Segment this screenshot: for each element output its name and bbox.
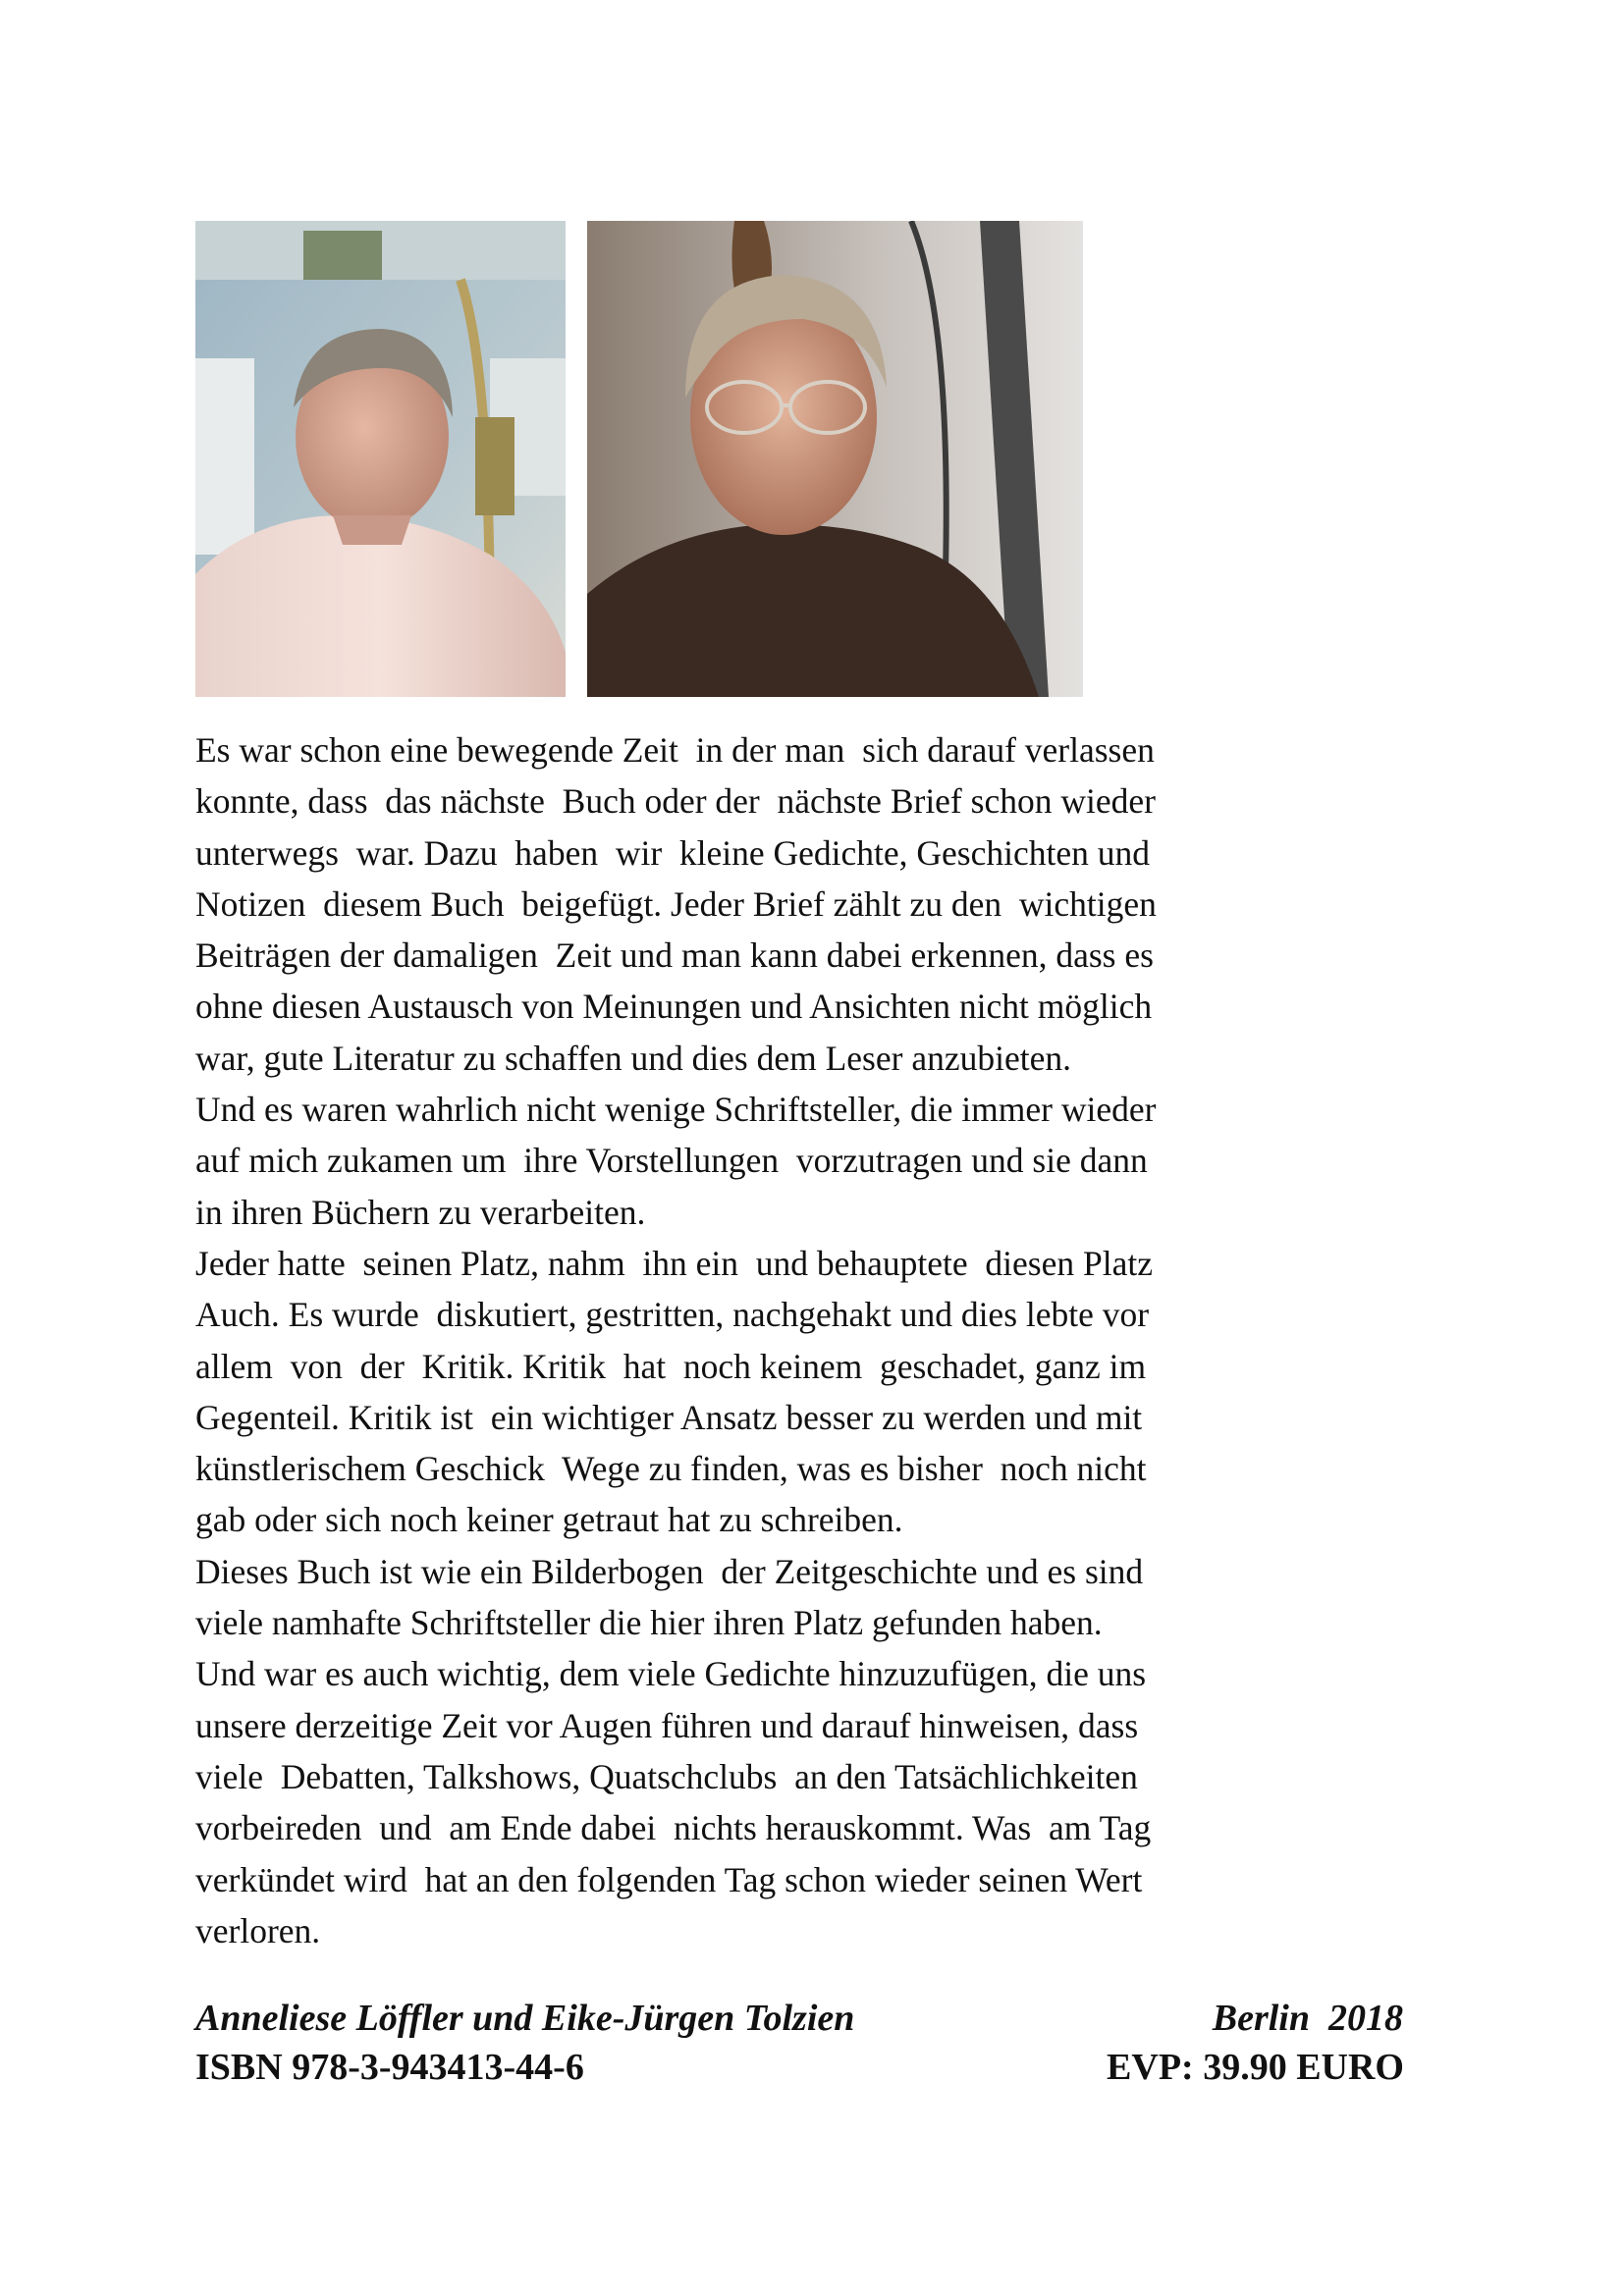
isbn: ISBN 978-3-943413-44-6 [195, 2047, 584, 2088]
back-cover-text [195, 724, 1433, 1956]
text-line: Und es waren wahrlich nicht wenige Schriftsteller, die immer wieder [195, 1090, 1157, 1130]
text-line: viele namhafte Schriftsteller die hier ihren Platz gefunden haben. [195, 1603, 1103, 1643]
text-line: unterwegs war. Dazu haben wir kleine Gedichte, Geschichten und [195, 832, 1150, 873]
text-line: Notizen diesem Buch beigefügt. Jeder Brief zählt zu den wichtigen [195, 883, 1157, 924]
authors: Anneliese Löffler und Eike-Jürgen Tolzien [195, 1998, 855, 2039]
text-line: Jeder hatte seinen Platz, nahm ihn ein und behauptete diesen Platz [195, 1243, 1153, 1283]
text-line: viele Debatten, Talkshows, Quatschclubs an den Tatsächlichkeiten [195, 1756, 1138, 1796]
text-line: ohne diesen Austausch von Meinungen und Ansichten nicht möglich [195, 987, 1153, 1027]
text-line: Dieses Buch ist wie ein Bilderbogen der Zeitgeschichte und es sind [195, 1551, 1144, 1591]
text-line: in ihren Büchern zu verarbeiten. [195, 1192, 646, 1232]
text-line: Gegenteil. Kritik ist ein wichtiger Ansatz besser zu werden und mit [195, 1397, 1143, 1437]
text-line: künstlerischem Geschick Wege zu finden, was es bisher noch nicht [195, 1449, 1147, 1489]
text-line: konnte, dass das nächste Buch oder der nächste Brief schon wieder [195, 781, 1156, 822]
footer-isbn-row [195, 2046, 1404, 2089]
text-line: Es war schon eine bewegende Zeit in der man sich darauf verlassen [195, 730, 1155, 770]
text-line: Und war es auch wichtig, dem viele Gedichte hinzuzufügen, die uns [195, 1654, 1147, 1694]
price: EVP: 39.90 EURO [1107, 2047, 1404, 2088]
text-line: verkündet wird hat an den folgenden Tag schon wieder seinen Wert [195, 1859, 1143, 1899]
text-line: unsere derzeitige Zeit vor Augen führen und darauf hinweisen, dass [195, 1705, 1139, 1745]
text-line: Beiträgen der damaligen Zeit und man kann dabei erkennen, dass es [195, 935, 1154, 976]
text-line: war, gute Literatur zu schaffen und dies dem Leser anzubieten. [195, 1038, 1071, 1078]
portrait-woman-image [587, 221, 1083, 697]
text-line: allem von der Kritik. Kritik hat noch keinem geschadet, ganz im [195, 1346, 1147, 1386]
author-photo-man [195, 221, 566, 697]
author-photo-woman [587, 221, 1083, 697]
text-line: Auch. Es wurde diskutiert, gestritten, nachgehakt und dies lebte vor [195, 1295, 1150, 1335]
text-line: auf mich zukamen um ihre Vorstellungen vorzutragen und sie dann [195, 1141, 1148, 1181]
text-line: verloren. [195, 1910, 321, 1950]
text-line: vorbeireden und am Ende dabei nichts herauskommt. Was am Tag [195, 1808, 1152, 1848]
portrait-man-image [195, 221, 566, 697]
place-year: Berlin 2018 [1212, 1998, 1403, 2039]
footer-authors-row [195, 1997, 1403, 2040]
text-line: gab oder sich noch keiner getraut hat zu schreiben. [195, 1500, 903, 1540]
